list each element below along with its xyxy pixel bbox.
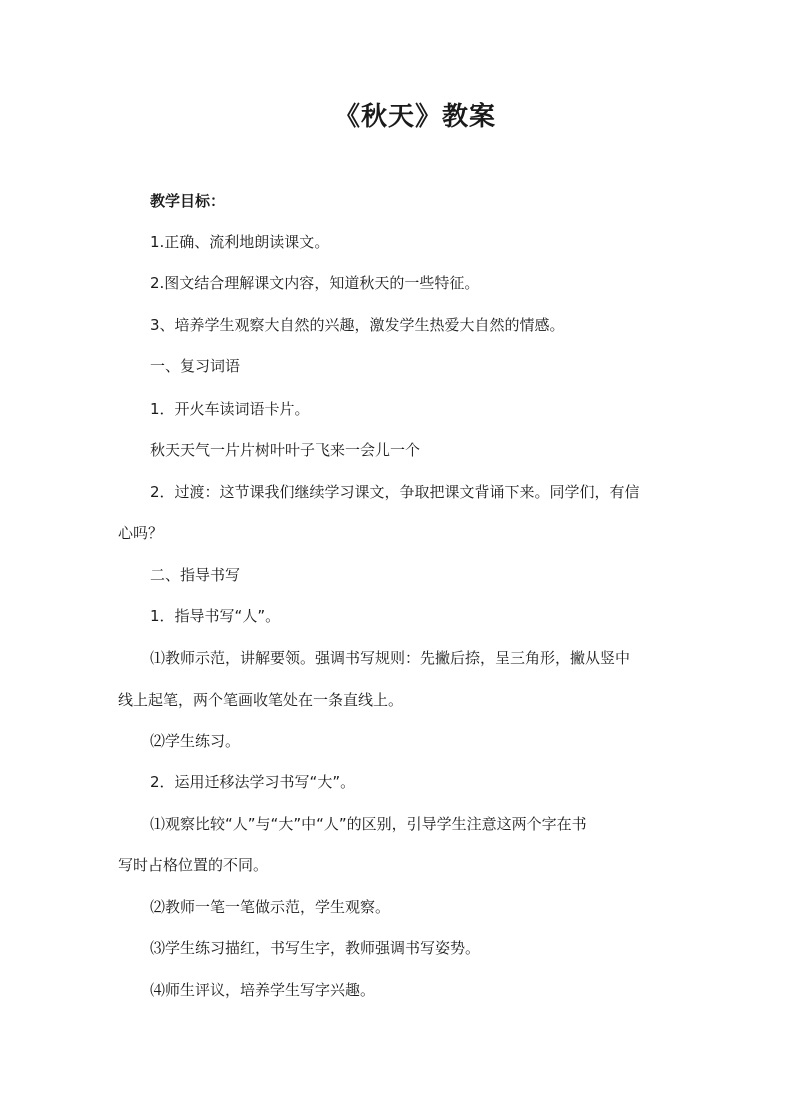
paragraph-line: 秋天天气一片片树叶叶子飞来一会儿一个 xyxy=(150,441,421,459)
paragraph-line: 线上起笔，两个笔画收笔处在一条直线上。 xyxy=(118,691,404,709)
paragraph-line: ⑵教师一笔一笔做示范，学生观察。 xyxy=(150,898,391,916)
paragraph-line: ⑴教师示范，讲解要领。强调书写规则：先撇后捺，呈三角形，撇从竖中 xyxy=(150,649,631,667)
paragraph-line: ⑴观察比较“人”与“大”中“人”的区别，引导学生注意这两个字在书 xyxy=(150,815,587,833)
paragraph-line: 写时占格位置的不同。 xyxy=(118,856,269,874)
paragraph-line: 3、培养学生观察大自然的兴趣，激发学生热爱大自然的情感。 xyxy=(150,316,565,334)
section-heading-review: 一、复习词语 xyxy=(150,357,241,375)
document-title: 《秋天》教案 xyxy=(333,102,496,132)
paragraph-line: 1．开火车读词语卡片。 xyxy=(150,400,310,418)
section-heading-objectives: 教学目标： xyxy=(150,192,226,210)
paragraph-line: 2．运用迁移法学习书写“大”。 xyxy=(150,773,356,791)
paragraph-line: ⑶学生练习描红，书写生字，教师强调书写姿势。 xyxy=(150,939,481,957)
paragraph-line: ⑷师生评议，培养学生写字兴趣。 xyxy=(150,981,376,999)
paragraph-line: 心吗？ xyxy=(118,524,164,542)
paragraph-line: 2.图文结合理解课文内容，知道秋天的一些特征。 xyxy=(150,274,480,292)
paragraph-line: 1.正确、流利地朗读课文。 xyxy=(150,233,330,251)
section-heading-writing: 二、指导书写 xyxy=(150,566,241,584)
paragraph-line: ⑵学生练习。 xyxy=(150,732,241,750)
paragraph-line: 1．指导书写“人”。 xyxy=(150,607,281,625)
paragraph-line: 2．过渡：这节课我们继续学习课文，争取把课文背诵下来。同学们，有信 xyxy=(150,483,640,501)
